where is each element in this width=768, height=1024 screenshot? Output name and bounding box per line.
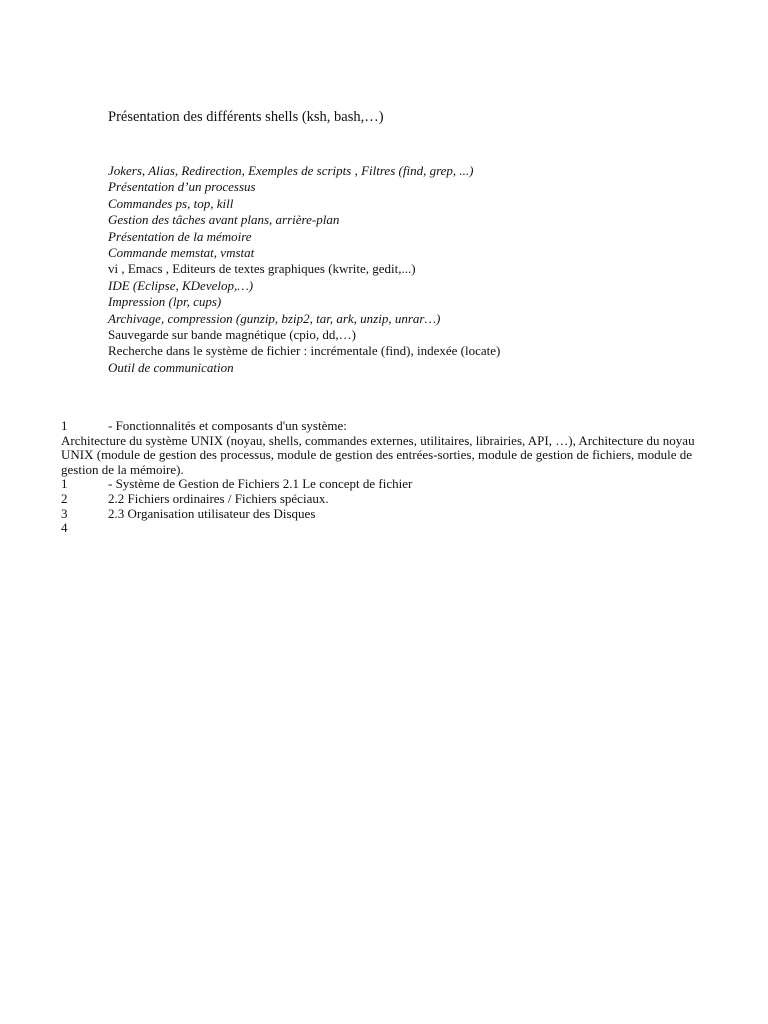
topic-item: Présentation de la mémoire [108,228,252,244]
topic-list [108,163,500,376]
topic-item: Présentation d’un processus [108,179,256,195]
topic-item: Jokers, Alias, Redirection, Exemples de scripts , Filtres (find, grep, ...) [108,163,474,178]
outline-text: - Système de Gestion de Fichiers 2.1 Le concept de fichier [108,476,413,492]
topic-item: Outil de communication [108,359,234,375]
outline-number: 2 [61,490,68,506]
numbered-outline [61,419,726,536]
outline-number: 3 [61,505,68,521]
section-heading: Présentation des différents shells (ksh, bash,…) [108,109,384,125]
outline-row [61,521,726,536]
topic-item: IDE (Eclipse, KDevelop,…) [108,277,254,293]
outline-row [61,477,726,492]
outline-row [61,507,726,522]
topic-item: Commande memstat, vmstat [108,245,255,261]
outline-number: 1 [61,418,68,433]
outline-number: 1 [61,476,68,492]
outline-number: 4 [61,520,68,536]
topic-item: Impression (lpr, cups) [108,294,222,310]
topic-item: Recherche dans le système de fichier : incrémentale (find), indexée (locate) [108,343,501,359]
topic-item: Archivage, compression (gunzip, bzip2, tar, ark, unzip, unrar…) [108,310,441,326]
outline-paragraph: Architecture du système UNIX (noyau, shells, commandes externes, utilitaires, librairies, API, …), Architecture du noyau UNIX (module de gestion des processus, module de gestion des entrées-sorties, module de gestion de fichiers, module de gestion de la mémoire). [61,432,695,477]
outline-row [61,492,726,507]
topic-item: Commandes ps, top, kill [108,195,234,211]
outline-text: 2.2 Fichiers ordinaires / Fichiers spéciaux. [108,490,329,506]
outline-text: 2.3 Organisation utilisateur des Disques [108,505,316,521]
topic-item: Sauvegarde sur bande magnétique (cpio, dd,…) [108,327,357,343]
outline-text: - Fonctionnalités et composants d'un système: [108,418,347,433]
outline-row [61,419,726,434]
topic-item: Gestion des tâches avant plans, arrière-plan [108,212,340,228]
topic-item: vi , Emacs , Editeurs de textes graphiques (kwrite, gedit,...) [108,261,416,277]
